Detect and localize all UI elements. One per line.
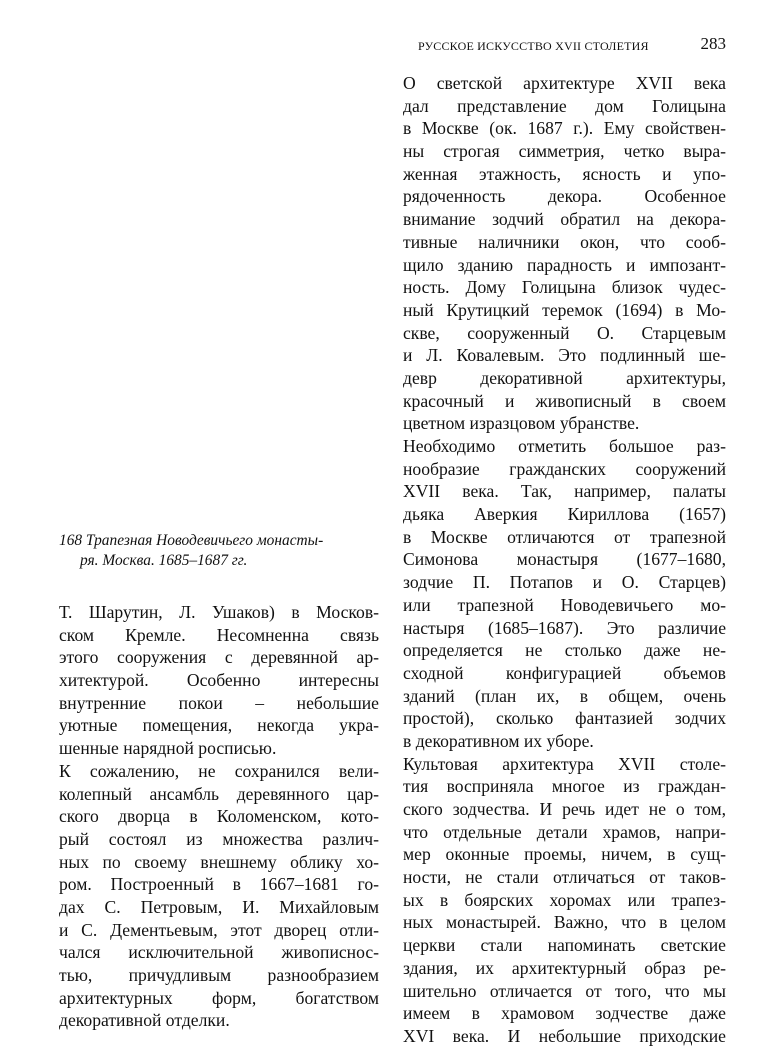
text-line: дьяка Аверкия Кириллова (1657) — [403, 504, 726, 525]
text-line: Необходимо отметить большое раз- — [403, 436, 726, 456]
text-line: ых в боярских хоромах или трапез- — [403, 889, 726, 910]
text-line: или трапезной Новодевичьего мо- — [403, 594, 726, 615]
text-line: К сожалению, не сохранился вели- — [59, 760, 379, 781]
text-line: зданий (план их, в общем, очень — [403, 685, 726, 706]
text-line: и Л. Ковалевым. Это подлинный ше- — [403, 345, 726, 366]
figure-caption — [59, 531, 379, 571]
text-line: ных монастырей. Важно, что в целом — [403, 912, 726, 933]
text-line: рядоченность декора. Особенное — [403, 186, 726, 207]
text-line: женная этажность, ясность и упо- — [403, 163, 726, 184]
text-line: ском Кремле. Несомненна связь — [59, 624, 379, 645]
text-line: в Москве отличаются от трапезной — [403, 526, 726, 547]
text-line: тивные наличники окон, что сооб- — [403, 231, 726, 252]
running-title: РУССКОЕ ИСКУССТВО XVII СТОЛЕТИЯ — [418, 39, 649, 53]
text-line: скве, сооруженный О. Старцевым — [403, 322, 726, 343]
text-line: О светской архитектуре XVII века — [403, 73, 726, 93]
text-line: ского дворца в Коломенском, кото- — [59, 806, 379, 827]
text-line: мер оконные проемы, ничем, в сущ- — [403, 844, 726, 865]
text-line: цветном изразцовом убранстве. — [403, 413, 640, 434]
text-line: что отдельные детали храмов, напри- — [403, 821, 726, 842]
text-line: рый состоял из множества различ- — [59, 828, 379, 849]
text-line: ром. Построенный в 1667–1681 го- — [59, 874, 379, 895]
text-line: имеем в храмовом зодчестве даже — [403, 1003, 726, 1024]
right-paragraph-1 — [403, 72, 726, 435]
text-line: девр декоративной архитектуры, — [403, 367, 726, 388]
text-line: этого сооружения с деревянной ар- — [59, 647, 379, 668]
text-line: Т. Шарутин, Л. Ушаков) в Москов- — [59, 602, 379, 622]
left-column — [59, 601, 379, 1032]
text-line: тью, причудливым разнообразием — [59, 965, 379, 985]
text-line: здания, их архитектурный образ ре- — [403, 957, 726, 978]
text-line: настыря (1685–1687). Это различие — [403, 617, 726, 638]
text-line: шительно отличается от того, что мы — [403, 980, 726, 1001]
text-line: ского зодчества. И речь идет не о том, — [403, 799, 726, 819]
caption-line: 168 Трапезная Новодевичьего монасты- — [59, 532, 324, 549]
text-line: сходной конфигурацией объемов — [403, 662, 726, 683]
page-number: 283 — [700, 34, 726, 53]
text-line: ных по своему внешнему облику хо- — [59, 851, 379, 872]
text-line: красочный и живописный в своем — [403, 390, 726, 411]
text-line: щило зданию парадность и импозант- — [403, 254, 726, 275]
text-line: XVI века. И небольшие приходские — [403, 1025, 726, 1046]
text-line: уютные помещения, некогда укра- — [59, 715, 379, 736]
right-paragraph-2 — [403, 435, 726, 753]
text-line: Культовая архитектура XVII столе- — [403, 753, 726, 774]
text-line: ный Крутицкий теремок (1694) в Мо- — [403, 299, 726, 320]
text-line: дах С. Петровым, И. Михайловым — [59, 896, 379, 917]
text-line: тия восприняла многое из граждан- — [403, 776, 726, 797]
text-line: церкви стали напоминать светские — [403, 935, 726, 956]
text-line: нообразие гражданских сооружений — [403, 458, 726, 479]
text-line: простой), сколько фантазией зодчих — [403, 708, 726, 729]
caption-line: ря. Москва. 1685–1687 гг. — [80, 552, 248, 569]
text-line: колепный ансамбль деревянного цар- — [59, 783, 379, 804]
text-line: ны строгая симметрия, четко выра- — [403, 141, 726, 162]
text-line: Симонова монастыря (1677–1680, — [403, 549, 726, 570]
left-paragraph-2 — [59, 760, 379, 1032]
text-line: в Москве (ок. 1687 г.). Ему свойствен- — [403, 118, 726, 139]
text-line: ность. Дому Голицына близок чудес- — [403, 277, 726, 298]
text-line: шенные нарядной росписью. — [59, 738, 277, 759]
text-line: и С. Дементьевым, этот дворец отли- — [59, 919, 379, 940]
text-line: чался исключительной живописнос- — [59, 942, 379, 963]
text-line: внимание зодчий обратил на декора- — [403, 209, 726, 230]
text-line: хитектурой. Особенно интересны — [59, 670, 379, 691]
text-line: XVII века. Так, например, палаты — [403, 481, 726, 502]
text-line: ности, не стали отличаться от таков- — [403, 867, 726, 888]
right-column — [403, 72, 726, 1048]
page-header — [418, 34, 726, 58]
text-line: определяется не столько даже не- — [403, 640, 726, 661]
text-line: декоративной отделки. — [59, 1010, 230, 1031]
right-paragraph-3 — [403, 753, 726, 1048]
text-line: зодчие П. Потапов и О. Старцев) — [403, 572, 726, 593]
text-line: архитектурных форм, богатством — [59, 987, 379, 1008]
text-line: внутренние покои – небольшие — [59, 692, 379, 713]
left-paragraph-1 — [59, 601, 379, 760]
text-line: дал представление дом Голицына — [403, 95, 726, 116]
text-line: в декоративном их уборе. — [403, 730, 594, 751]
